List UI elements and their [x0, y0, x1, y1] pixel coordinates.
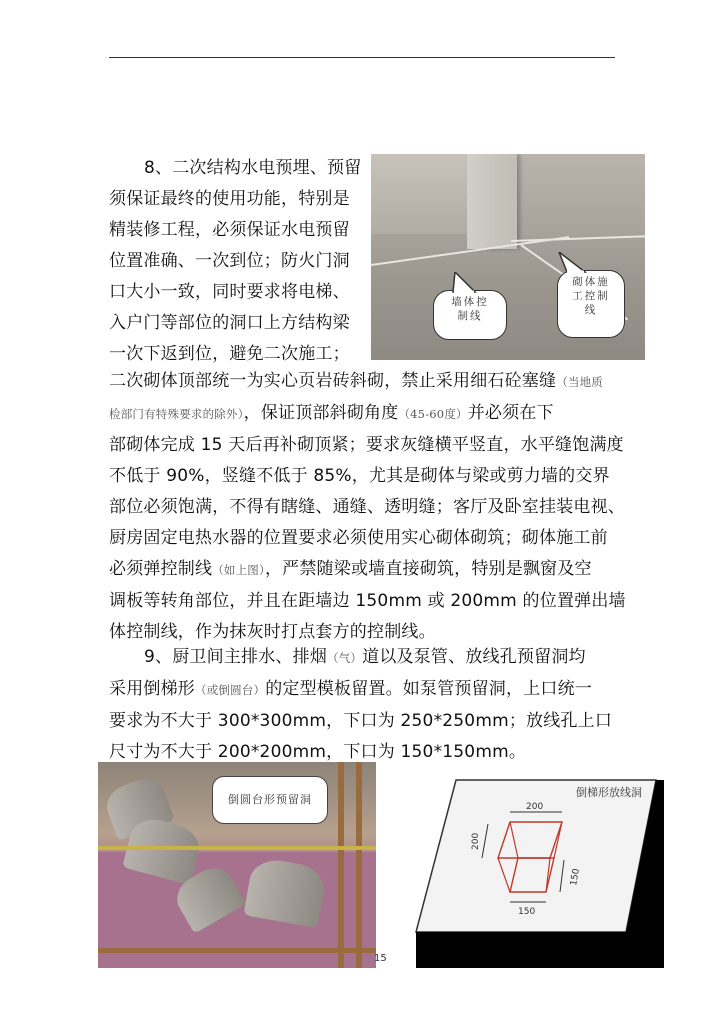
callout-reserved-hole: 倒圆台形预留洞 — [212, 776, 328, 824]
photo-reserved-hole-formwork — [98, 762, 376, 968]
small-note: （气） — [327, 651, 363, 665]
dim-label-bottom: 150 — [518, 907, 536, 917]
callout-text: 线 — [584, 304, 598, 316]
text-line: 不低于 90%，竖缝不低于 85%，尤其是砌体与梁或剪力墙的交界 — [109, 466, 610, 486]
callout-wall-control-line — [433, 290, 507, 340]
rebar — [356, 762, 362, 968]
text-line: 口大小一致，同时要求将电梯、 — [109, 282, 350, 302]
text-line: 部砌体完成 15 天后再补砌顶紧；要求灰缝横平竖直，水平缝饱满度 — [109, 435, 624, 455]
text-line: 入户门等部位的洞口上方结构梁 — [109, 313, 350, 333]
diagram-svg — [386, 762, 664, 968]
small-note: 检部门有特殊要求的除外） — [109, 407, 244, 421]
text-run: 道以及泵管、放线孔预留洞均 — [362, 647, 586, 667]
text-line — [109, 366, 626, 398]
paragraph-9 — [109, 642, 612, 768]
text-run: ，严禁随梁或墙直接砌筑，特别是飘窗及空 — [264, 559, 592, 579]
callout-text: 墙体控 — [451, 296, 489, 308]
diagram-inverted-trapezoid-hole — [386, 762, 664, 968]
text-line — [109, 642, 612, 674]
text-run: 必须弹控制线 — [109, 559, 213, 579]
text-line: 调板等转角部位，并且在距墙边 150mm 或 200mm 的位置弹出墙 — [109, 591, 626, 611]
control-line — [511, 235, 645, 242]
text-line: 位置准确、一次到位；防火门洞 — [109, 251, 350, 271]
small-note: （如上图） — [212, 563, 265, 577]
paragraph-8-full — [109, 366, 626, 648]
slab-front — [416, 932, 626, 968]
page-number: 15 — [374, 953, 387, 964]
text-line: 部位必须饱满，不得有瞎缝、通缝、透明缝；客厅及卧室挂装电视、 — [109, 497, 625, 517]
callout-text: 砌体施 — [572, 276, 610, 288]
photo-masonry-control-lines — [371, 154, 645, 360]
text-run: 的定型模板留置。如泵管预留洞，上口统一 — [265, 679, 593, 699]
small-note: （或倒圆台） — [195, 683, 266, 697]
paragraph-8-wrapped — [109, 153, 361, 370]
text-run: 并必须在下 — [467, 403, 554, 423]
text-run: 采用倒梯形 — [109, 679, 195, 699]
callout-masonry-control-line — [557, 270, 625, 338]
rebar — [98, 846, 376, 850]
concrete-column — [467, 154, 517, 249]
small-note: （当地质 — [556, 375, 604, 389]
dim-label-left: 200 — [471, 832, 481, 850]
text-line — [109, 674, 612, 706]
text-run: 9、厨卫间主排水、排烟 — [144, 647, 328, 667]
rebar — [98, 948, 376, 953]
small-note: （45-60度） — [398, 407, 468, 421]
text-line: 尺寸为不大于 200*200mm，下口为 150*150mm。 — [109, 742, 527, 762]
callout-tail — [557, 252, 587, 274]
text-line: 须保证最终的使用功能，特别是 — [109, 189, 350, 209]
text-line: 厨房固定电热水器的位置要求必须使用实心砌体砌筑；砌体施工前 — [109, 528, 608, 548]
text-line — [109, 398, 626, 430]
rebar — [338, 762, 344, 968]
text-run: ，保证顶部斜砌角度 — [243, 403, 399, 423]
text-line: 一次下返到位，避免二次施工； — [109, 344, 350, 364]
callout-text: 工控制 — [572, 290, 610, 302]
text-line: 8、二次结构水电预埋、预留 — [144, 158, 362, 178]
text-line — [109, 554, 626, 586]
text-line: 要求为不大于 300*300mm，下口为 250*250mm；放线孔上口 — [109, 711, 613, 731]
callout-text: 制线 — [457, 310, 483, 322]
diagram-title: 倒梯形放线洞 — [576, 786, 642, 799]
dim-label-top: 200 — [526, 802, 544, 812]
callout-tail — [449, 272, 479, 294]
text-line: 体控制线，作为抹灰时打点套方的控制线。 — [109, 622, 436, 642]
dim-label-right: 150 — [569, 867, 582, 887]
text-run: 二次砌体顶部统一为实心页岩砖斜砌，禁止采用细石砼塞缝 — [109, 371, 557, 391]
header-rule — [109, 57, 615, 58]
wall-surface — [371, 154, 467, 234]
text-line: 精装修工程，必须保证水电预留 — [109, 220, 350, 240]
